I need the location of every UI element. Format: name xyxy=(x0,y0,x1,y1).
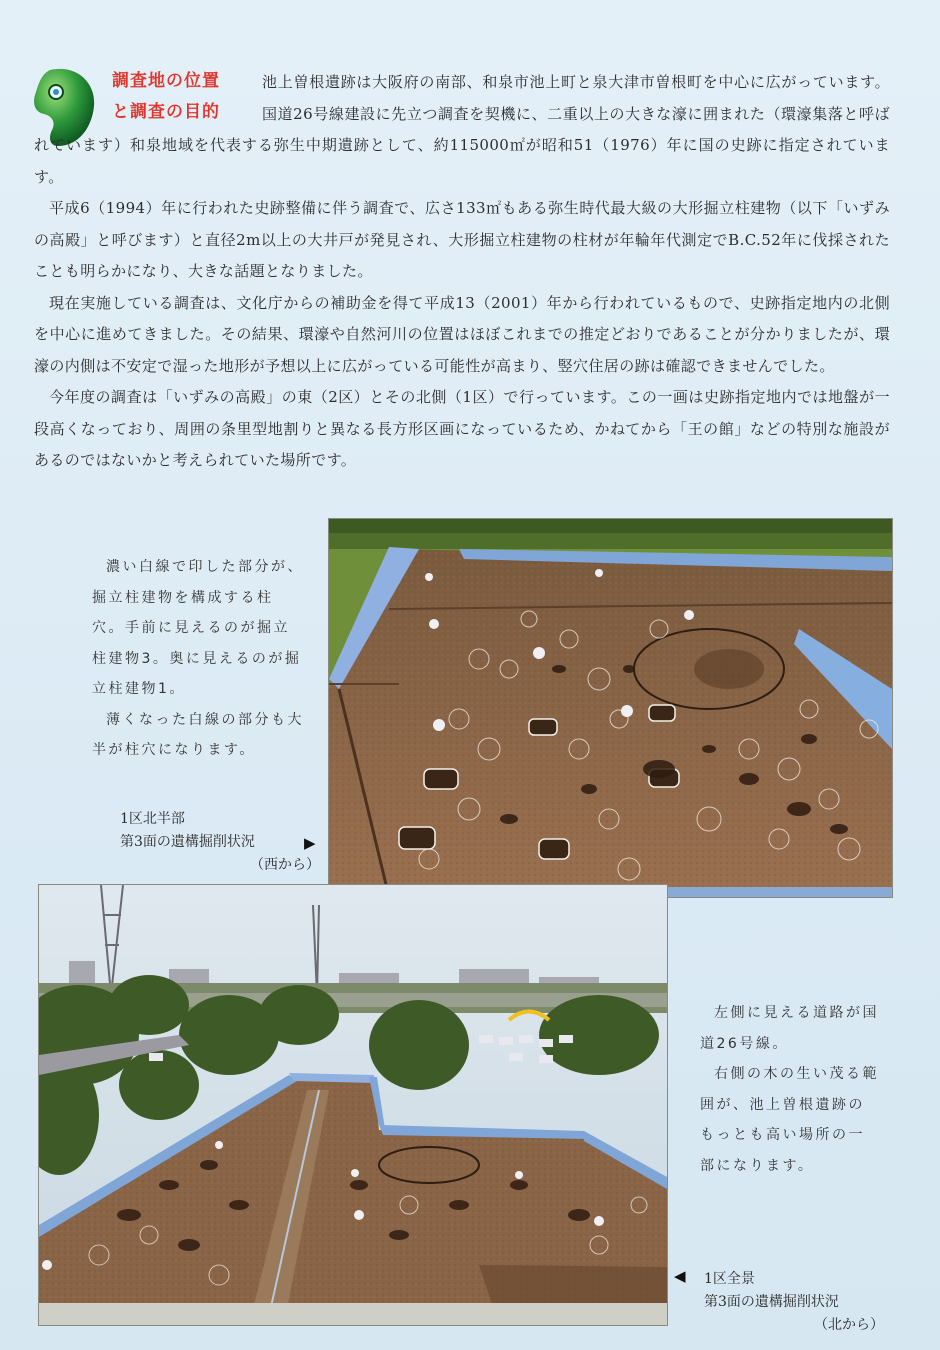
heading-line-2: と調査の目的 xyxy=(112,102,220,122)
photo2-note xyxy=(700,998,880,1181)
photo2-caption-line2: 第3面の遺構掘削状況 xyxy=(704,1294,839,1310)
paragraph-2: 平成6（1994）年に行われた史跡整備に伴う調査で、広さ133㎡もある弥生時代最大級の大形掘立柱建物（以下「いずみの高殿」と呼びます）と直径2m以上の大井戸が発見され、大形掘立柱建物の柱材が年輪年代測定でB.C.52年に伐採されたことも明らかになり、大きな話題となりました。 xyxy=(34,199,890,280)
photo2-note-p1: 左側に見える道路が国道26号線。 xyxy=(700,1005,879,1052)
photo2-caption-line1: 1区全景 xyxy=(704,1271,755,1287)
photo1-caption-line2: 第3面の遺構掘削状況 xyxy=(120,834,255,850)
photo2-caption-direction: （北から） xyxy=(814,1317,884,1333)
heading-spacer xyxy=(34,67,262,129)
paragraph-1: 池上曽根遺跡は大阪府の南部、和泉市池上町と泉大津市曽根町を中心に広がっています。国道26号線建設に先立つ調査を契機に、二重以上の大きな濠に囲まれた（環濠集落と呼ばれています）和泉地域を代表する弥生中期遺跡として、約115000㎡が昭和51（1976）年に国の史跡に指定されています。 xyxy=(34,73,890,186)
photo1-note-p1: 濃い白線で印した部分が、掘立柱建物を構成する柱穴。手前に見えるのが掘立柱建物3。奥に見えるのが掘立柱建物1。 xyxy=(92,559,304,697)
excavation-photo-overall xyxy=(38,884,668,1326)
photo2-caption xyxy=(704,1268,884,1337)
photo1-note-p2: 薄くなった白線の部分も大半が柱穴になります。 xyxy=(92,711,304,758)
heading-line-1: 調査地の位置 xyxy=(112,71,220,91)
left-triangle-icon: ◀ xyxy=(674,1267,686,1285)
photo1-caption-line1: 1区北半部 xyxy=(120,811,185,827)
right-triangle-icon: ▶ xyxy=(304,834,316,852)
paragraph-3: 現在実施している調査は、文化庁からの補助金を得て平成13（2001）年から行われているもので、史跡指定地内の北側を中心に進めてきました。その結果、環濠や自然河川の位置はほぼこれまでの推定どおりであることが分かりましたが、環濠の内側は不安定で湿った地形が予想以上に広がっている可能性が高まり、竪穴住居の跡は確認できませんでした。 xyxy=(34,293,890,375)
intro-text xyxy=(34,67,890,477)
excavation-photo-north-half xyxy=(328,518,893,898)
photo1-note xyxy=(92,552,304,766)
paragraph-4: 今年度の調査は「いずみの高殿」の東（2区）とその北側（1区）で行っています。この一画は史跡指定地内では地盤が一段高くなっており、周囲の条里型地割りと異なる長方形区画になっているため、かねてから「王の館」などの特別な施設があるのではないかと考えられていた場所です。 xyxy=(34,388,890,469)
photo1-caption-direction: （西から） xyxy=(250,857,320,873)
photo1-caption xyxy=(120,808,320,877)
photo2-note-p2: 右側の木の生い茂る範囲が、池上曽根遺跡のもっとも高い場所の一部になります。 xyxy=(700,1066,879,1174)
